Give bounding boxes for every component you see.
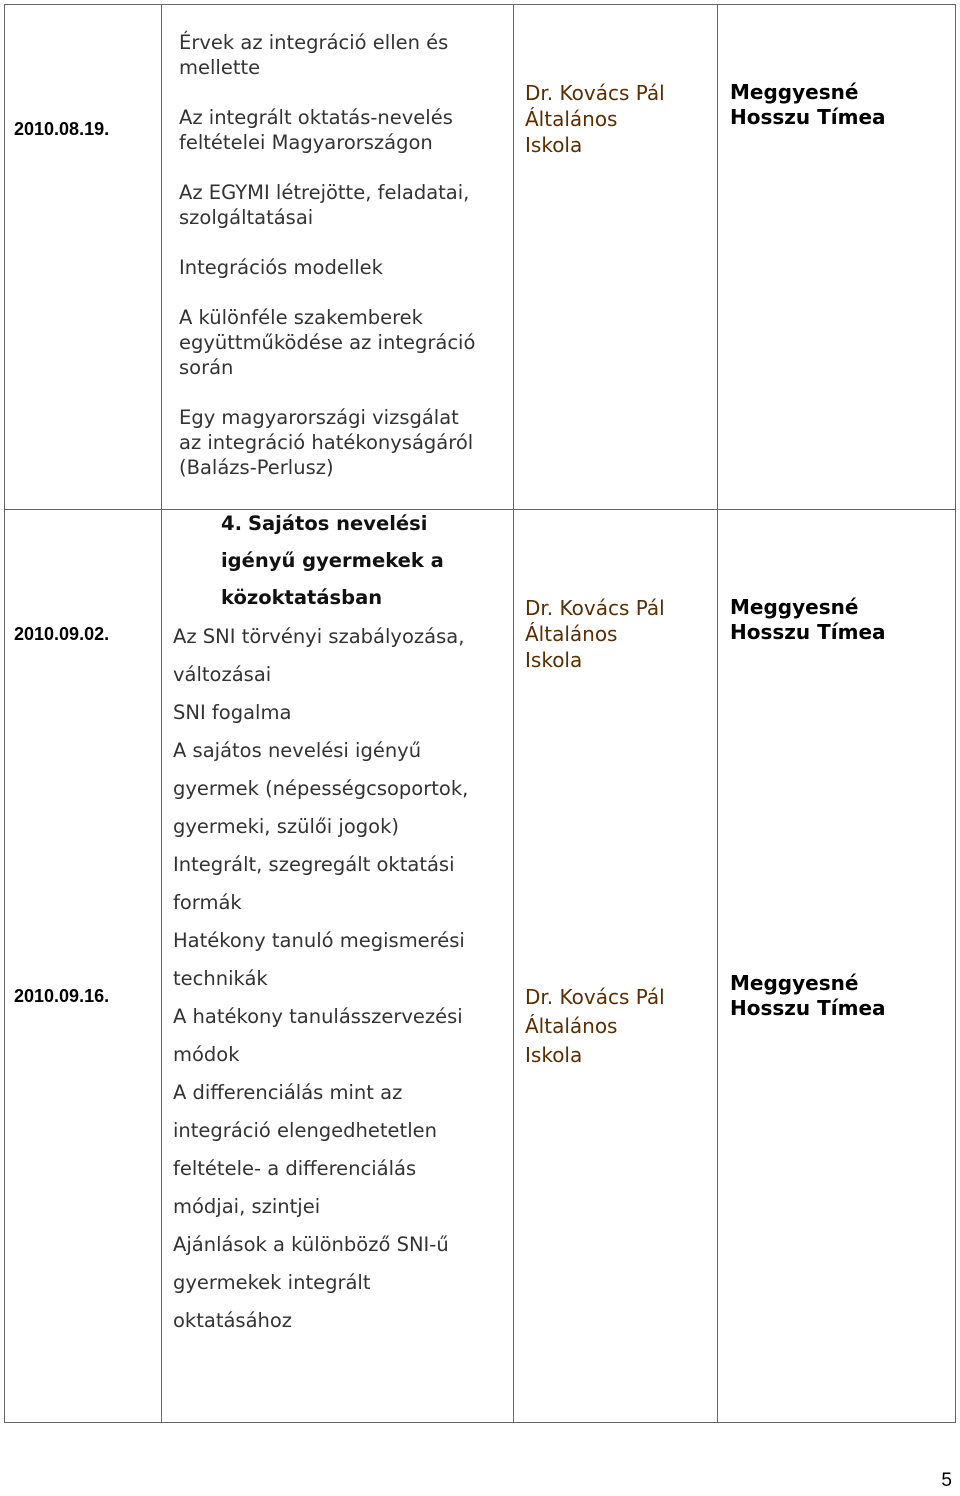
teacher-cell: Meggyesné Hosszu Tímea xyxy=(730,971,886,1020)
school-cell: Dr. Kovács Pál Általános Iskola xyxy=(525,81,665,157)
topic-line: (Balázs-Perlusz) xyxy=(179,456,334,479)
topic-line: technikák xyxy=(173,967,268,990)
school-cell: Dr. Kovács Pál Általános Iskola xyxy=(525,596,665,672)
topic-line: A differenciálás mint az xyxy=(173,1081,403,1104)
row-date: 2010.09.16. xyxy=(14,986,110,1006)
topic-line: módok xyxy=(173,1043,240,1066)
topic-list xyxy=(173,618,508,1340)
topic-line: feltétele- a differenciálás xyxy=(173,1157,417,1180)
row-date: 2010.09.02. xyxy=(14,624,110,644)
topic-cell-row1 xyxy=(179,30,504,480)
topic-line: Az integrált oktatás-nevelés xyxy=(179,106,453,129)
topic-line: feltételei Magyarországon xyxy=(179,131,433,154)
topic-line: az integráció hatékonyságáról xyxy=(179,431,474,454)
heading-number: 4. xyxy=(221,512,242,535)
topic-line: gyermekek integrált xyxy=(173,1271,371,1294)
topic-line: gyermek (népességcsoportok, xyxy=(173,777,469,800)
topic-line: A sajátos nevelési igényű xyxy=(173,739,422,762)
section-heading: 4. Sajátos nevelési igényű gyermekek a közoktatásban xyxy=(221,512,444,609)
topic-line: Integrált, szegregált oktatási xyxy=(173,853,455,876)
topic-line: módjai, szintjei xyxy=(173,1195,321,1218)
topic-line: formák xyxy=(173,891,242,914)
topic-line: A különféle szakemberek xyxy=(179,306,423,329)
topic-line: során xyxy=(179,356,234,379)
topic-line: változásai xyxy=(173,663,272,686)
topic-line: A hatékony tanulásszervezési xyxy=(173,1005,463,1028)
topic-line: szolgáltatásai xyxy=(179,206,314,229)
topic-line: integráció elengedhetetlen xyxy=(173,1119,437,1142)
topic-line: Érvek az integráció ellen és xyxy=(179,31,449,54)
topic-line: SNI fogalma xyxy=(173,701,292,724)
topic-line: együttműködése az integráció xyxy=(179,331,476,354)
topic-line: mellette xyxy=(179,56,261,79)
topic-line: oktatásához xyxy=(173,1309,293,1332)
topic-line: Az SNI törvényi szabályozása, xyxy=(173,625,465,648)
topic-line: Egy magyarországi vizsgálat xyxy=(179,406,459,429)
topic-line: Hatékony tanuló megismerési xyxy=(173,929,465,952)
topic-line: gyermeki, szülői jogok) xyxy=(173,815,399,838)
teacher-cell: Meggyesné Hosszu Tímea xyxy=(730,595,886,644)
teacher-cell: Meggyesné Hosszu Tímea xyxy=(730,80,886,129)
topic-line: Integrációs modellek xyxy=(179,256,383,279)
row-date: 2010.08.19. xyxy=(14,119,110,139)
page-number: 5 xyxy=(941,1470,952,1491)
topic-line: Ajánlások a különböző SNI-ű xyxy=(173,1233,449,1256)
topic-line: Az EGYMI létrejötte, feladatai, xyxy=(179,181,470,204)
school-cell: Dr. Kovács Pál Általános Iskola xyxy=(525,985,665,1067)
